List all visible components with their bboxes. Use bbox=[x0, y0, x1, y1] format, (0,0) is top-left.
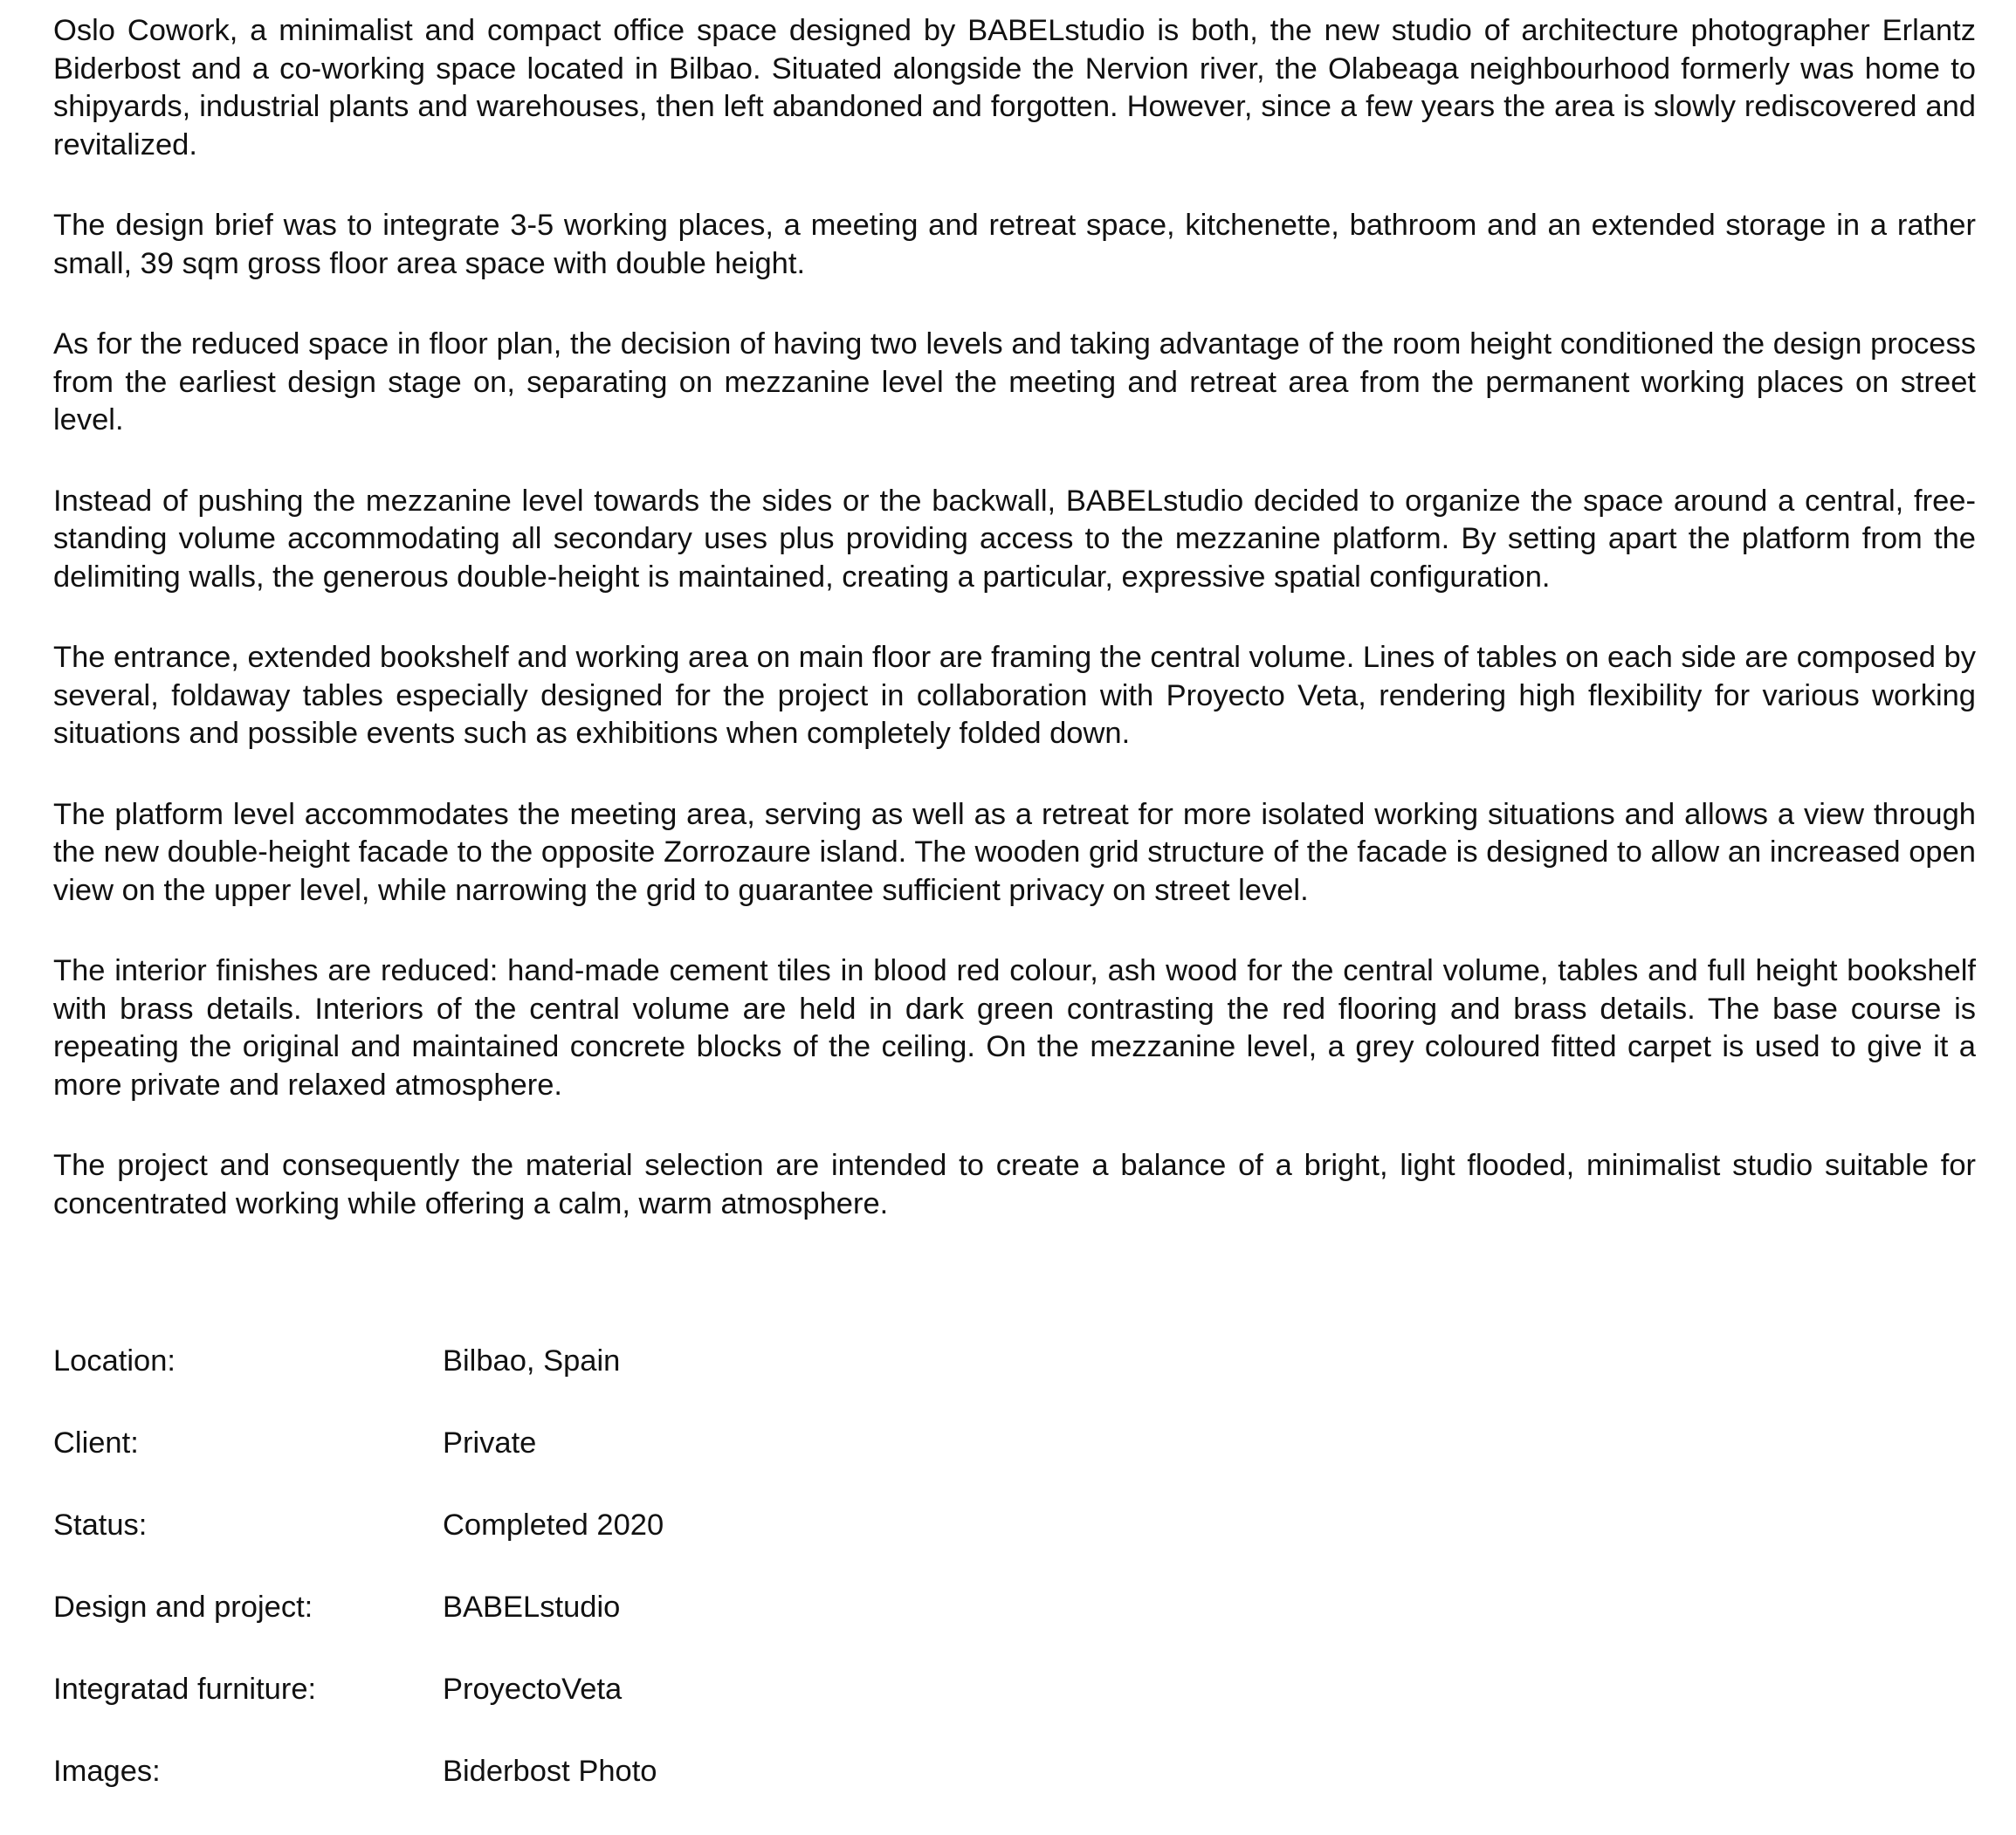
paragraph-material-selection: The project and consequently the material selection are intended to create a balance of a bright, light flooded, minimalist studio suitable for concentrated working while offering a calm, warm atmosphere. bbox=[53, 1149, 1976, 1220]
spec-value: Completed 2020 bbox=[443, 1509, 664, 1542]
spec-label: Integratad furniture: bbox=[53, 1673, 317, 1706]
spec-value: BABELstudio bbox=[443, 1591, 621, 1624]
paragraph-floor-plan: As for the reduced space in floor plan, the decision of having two levels and taking advantage of the room height conditioned the design process from the earliest design stage on, separating on mezzanine level the meeting and retreat area from the permanent working places on street level. bbox=[53, 327, 1976, 436]
spec-row-integrated-furniture bbox=[53, 1671, 1101, 1753]
paragraph-design-brief: The design brief was to integrate 3-5 working places, a meeting and retreat space, kitchenette, bathroom and an extended storage in a rather small, 39 sqm gross floor area space with double height. bbox=[53, 209, 1976, 280]
spec-value: ProyectoVeta bbox=[443, 1673, 623, 1706]
spec-row-client bbox=[53, 1425, 1101, 1507]
project-description bbox=[53, 12, 1976, 1223]
spec-value: Biderbost Photo bbox=[443, 1755, 657, 1788]
paragraph-entrance: The entrance, extended bookshelf and working area on main floor are framing the central volume. Lines of tables on each side are composed by several, foldaway tables especially designed for the project in collaboration with Proyecto Veta, rendering high flexibility for various working situations and possible events such as exhibitions when completely folded down. bbox=[53, 641, 1976, 750]
paragraph-platform-level: The platform level accommodates the meeting area, serving as well as a retreat for more isolated working situations and allows a view through the new double-height facade to the opposite Zorrozaure island. The wooden grid structure of the facade is designed to allow an increased open view on the upper level, while narrowing the grid to guarantee sufficient privacy on street level. bbox=[53, 797, 1976, 907]
paragraph-intro: Oslo Cowork, a minimalist and compact office space designed by BABELstudio is both, the new studio of architecture photographer Erlantz Biderbost and a co-working space located in Bilbao. Situated alongside the Nervion river, the Olabeaga neighbourhood formerly was home to shipyards, industrial plants and warehouses, then left abandoned and forgotten. However, since a few years the area is slowly rediscovered and revitalized. bbox=[53, 14, 1976, 162]
spec-value: Bilbao, Spain bbox=[443, 1344, 621, 1378]
spec-label: Location: bbox=[53, 1344, 176, 1378]
spec-label: Client: bbox=[53, 1426, 139, 1460]
spec-label: Images: bbox=[53, 1755, 161, 1788]
spec-row-design-and-project bbox=[53, 1589, 1101, 1671]
spec-row-images bbox=[53, 1753, 1101, 1835]
paragraph-interior-finishes: The interior finishes are reduced: hand-made cement tiles in blood red colour, ash wood for the central volume, tables and full height bookshelf with brass details. Interiors of the central volume are held in dark green contrasting the red flooring and brass details. The base course is repeating the original and maintained concrete blocks of the ceiling. On the mezzanine level, a grey coloured fitted carpet is used to give it a more private and relaxed atmosphere. bbox=[53, 954, 1976, 1102]
spec-value: Private bbox=[443, 1426, 537, 1460]
spec-label: Status: bbox=[53, 1509, 148, 1542]
spec-label: Design and project: bbox=[53, 1591, 313, 1624]
project-specs-table bbox=[53, 1343, 1101, 1835]
paragraph-central-volume: Instead of pushing the mezzanine level towards the sides or the backwall, BABELstudio decided to organize the space around a central, free-standing volume accommodating all secondary uses plus providing access to the mezzanine platform. By setting apart the platform from the delimiting walls, the generous double-height is maintained, creating a particular, expressive spatial configuration. bbox=[53, 484, 1976, 594]
spec-row-status bbox=[53, 1507, 1101, 1589]
spec-row-location bbox=[53, 1343, 1101, 1425]
